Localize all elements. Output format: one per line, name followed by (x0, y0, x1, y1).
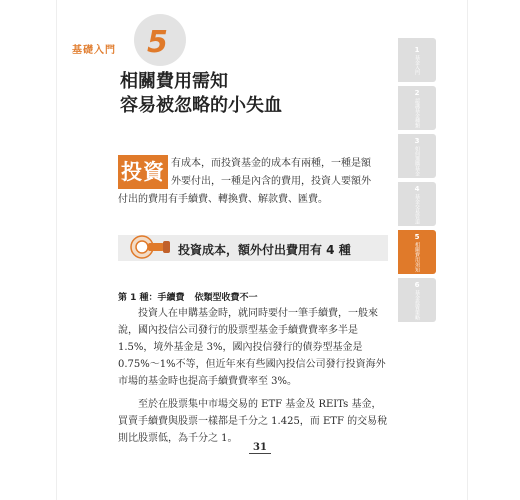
tab-number: 1 (414, 45, 420, 54)
tab-number: 3 (414, 136, 420, 145)
side-tab-6[interactable] (398, 278, 436, 322)
body-paragraph: 至於在股票集中市場交易的 ETF 基金及 REITs 基金，買賣手續費與股票一樣都是千分之 1.425，而 ETF 的交易稅則比股票低，為千分之 1。 (118, 399, 388, 444)
tab-label: 如何選購基金 (414, 145, 420, 176)
body-paragraph: 投資人在申購基金時，就同時要付一筆手續費，一般來說，國內投信公司發行的股票型基金手續費費率多半是 1.5%，境外基金是 3%，國內投信發行的債券型基金是 0.75%～1%不等，但近年來有些國內投信公司發行投資海外市場的基金時也提高手續費費率至 3%。 (118, 308, 386, 387)
page-number-text: 31 (249, 442, 271, 454)
intro-paragraph (118, 155, 380, 209)
page-number (0, 442, 520, 453)
dropcap: 投資 (118, 155, 168, 189)
chapter-number: 5 (147, 25, 168, 60)
section-title: 投資成本，額外付出費用有 4 種 (178, 243, 351, 257)
tab-number: 2 (414, 88, 420, 97)
tab-label: 基金入門 (414, 54, 420, 75)
side-tab-1[interactable] (398, 38, 436, 82)
title-line-2: 容易被忽略的小失血 (120, 95, 282, 116)
tab-label: 認識基金種類 (414, 97, 420, 128)
tab-label: 相關費用須知 (414, 241, 420, 272)
side-tabs (398, 38, 436, 326)
title-line-1: 相關費用需知 (120, 71, 228, 92)
tab-label: 基金投資策略 (414, 289, 420, 320)
tab-label: 基金交易管道 (414, 193, 420, 224)
subheading (118, 290, 258, 303)
tab-number: 5 (414, 232, 420, 241)
tab-number: 6 (414, 280, 420, 289)
side-tab-5[interactable] (398, 230, 436, 274)
body-text (118, 305, 388, 453)
tab-number: 4 (414, 184, 420, 193)
spyglass-icon (130, 232, 172, 262)
side-tab-3[interactable] (398, 134, 436, 178)
subheading-note: 依類型收費不一 (194, 293, 258, 303)
side-tab-2[interactable] (398, 86, 436, 130)
chapter-header (70, 14, 190, 74)
intro-text: 有成本，而投資基金的成本有兩種，一種是額外要付出，一種是內含的費用，投資人要額外付出的費用有手續費、轉換費、解款費、匯費。 (118, 158, 371, 205)
chapter-label: 基礎入門 (72, 45, 116, 56)
side-tab-4[interactable] (398, 182, 436, 226)
subheading-title: 第 1 種：手續費 (118, 293, 185, 303)
page-title (120, 70, 282, 118)
